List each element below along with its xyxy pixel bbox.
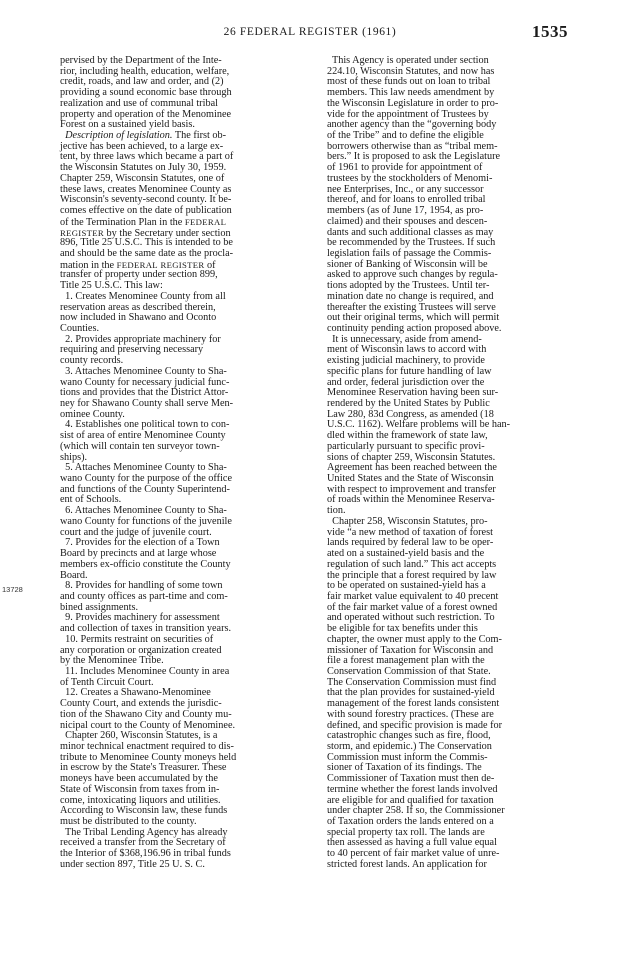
text-line: tions adopted by the Trustees. Until ter- [327, 280, 490, 292]
text-line: management of the forest lands consistent [327, 698, 500, 710]
text-line: tion. [327, 505, 346, 517]
text-line: to be operated on sustained-yield has a [327, 580, 486, 592]
text-line: fair market value equivalent to 40 precent [327, 590, 499, 602]
text-line: mation in the FEDERAL REGISTER of [60, 259, 216, 271]
text-line: jective has been achieved, to a large ex- [60, 140, 224, 152]
text-line: Board by precincts and at large whose [60, 548, 217, 560]
text-line: special property tax roll. The lands are [327, 826, 485, 838]
page-number: 1535 [532, 22, 568, 41]
text-line: 2. Provides appropriate machinery for [60, 333, 221, 345]
text-line: must be distributed to the county. [60, 816, 197, 828]
text-line: the Wisconsin Legislature in order to pro- [327, 97, 499, 109]
text-line: property and operation of the Menominee [60, 108, 232, 120]
text-line: providing a sound economic base through [60, 87, 232, 99]
text-line: by the Menominee Tribe. [60, 655, 164, 667]
text-line: United States and the State of Wisconsin [327, 473, 494, 485]
text-line: 11. Includes Menominee County in area [60, 665, 230, 677]
text-line: ships). [60, 451, 88, 463]
text-line: Chapter 259, Wisconsin Statutes, one of [60, 172, 225, 184]
text-line: REGISTER by the Secretary under section [60, 227, 231, 239]
text-line: tribute to Menominee County moneys held [60, 751, 237, 763]
text-line: Commissioner of Taxation must then de- [327, 773, 495, 785]
text-line: that the plan provides for sustained-yield [327, 687, 495, 699]
text-line: bined assignments. [60, 601, 139, 613]
text-line: to 40 percent of fair market value of unre- [327, 848, 500, 860]
text-line: sioner of Banking of Wisconsin will be [327, 258, 488, 270]
text-line: reservation areas as described therein, [60, 301, 216, 313]
text-line: wano County for necessary judicial func- [60, 376, 230, 388]
text-line: Chapter 260, Wisconsin Statutes, is a [60, 730, 218, 742]
text-line: ent of Schools. [60, 494, 122, 506]
text-line: chapter, the owner must apply to the Com- [327, 633, 502, 645]
text-line: be recommended by the Trustees. If such [327, 237, 496, 249]
text-line: ney for Shawano County shall serve Men- [60, 398, 234, 409]
text-line: are eligible for and qualified for taxation [327, 794, 494, 806]
text-line: U.S.C. 1162). Welfare problems will be han- [327, 419, 511, 431]
text-line: of Taxation orders the lands entered on a [327, 816, 494, 828]
text-line: 3. Attaches Menominee County to Sha- [60, 365, 227, 377]
text-line: moneys have been accumulated by the [60, 773, 218, 785]
text-line: under chapter 258. If so, the Commissioner [327, 805, 505, 817]
text-line: now included in Shawano and Oconto [60, 312, 217, 324]
text-line: of the Tribe” and to define the eligible [327, 130, 484, 142]
text-line: requiring and preserving necessary [60, 344, 204, 356]
text-line: Conservation Commission of that State. [327, 665, 491, 677]
text-line: minor technical enactment required to dis- [60, 741, 234, 752]
text-line: 6. Attaches Menominee County to Sha- [60, 505, 227, 517]
text-line: dled within the framework of state law, [327, 430, 488, 442]
text-line: thereafter the existing Trustees will serve [327, 301, 496, 313]
text-line: any corporation or organization created [60, 644, 222, 656]
text-line: catastrophic changes such as fire, flood, [327, 730, 491, 742]
text-line: legislation fails of passage the Commis- [327, 247, 492, 259]
text-line: mination date no change is required, and [327, 290, 494, 302]
text-line: tent, by three laws which became a part of [60, 151, 234, 163]
text-line: then assessed as having a full value equal [327, 837, 497, 849]
text-line: Law 280, 83d Congress, as amended (18 [327, 408, 494, 420]
text-line: with sound forestry practices. (These are [327, 708, 494, 720]
text-line: It is unnecessary, aside from amend- [327, 333, 482, 345]
text-line: trustees by the stockholders of Menomi- [327, 172, 493, 184]
text-line: nee Enterprises, Inc., or any successor [327, 183, 484, 195]
text-line: with respect to improvement and transfer [327, 483, 496, 495]
text-line: vide for the appointment of Trustees by [327, 108, 489, 120]
text-line: and functions of the County Superintend- [60, 483, 230, 495]
text-line: wano County for the purpose of the office [60, 473, 233, 485]
text-line: in escrow by the State's Treasurer. These [60, 762, 227, 774]
text-line: According to Wisconsin law, these funds [60, 805, 228, 817]
text-line: defined, and specific provision is made for [327, 719, 503, 731]
text-line: out their original terms, which will permit [327, 312, 500, 324]
text-line: members ex-officio constitute the County [60, 558, 231, 570]
text-line: particularly pursuant to specific provi- [327, 440, 485, 452]
text-line: Commission must inform the Commis- [327, 751, 488, 763]
text-line: claimed) and their spouses and descen- [327, 215, 488, 227]
text-line: of roads within the Menominee Reserva- [327, 494, 495, 506]
right-text-column [327, 56, 589, 871]
text-line: received a transfer from the Secretary of [60, 837, 226, 849]
text-line: sioner of Taxation of its findings. The [327, 762, 482, 774]
text-line: 5. Attaches Menominee County to Sha- [60, 462, 227, 474]
text-line: and collection of taxes in transition years. [60, 623, 232, 635]
text-line: ominee County. [60, 408, 125, 420]
text-line: specific plans for future handling of law [327, 365, 492, 377]
text-line: lands required by federal law to be oper- [327, 537, 494, 549]
margin-note: 13728 [2, 585, 23, 594]
text-line: 9. Provides machinery for assessment [60, 612, 220, 624]
text-line: continuity pending action proposed above. [327, 322, 502, 334]
text-line: sist of area of entire Menominee County [60, 430, 226, 442]
text-line: the principle that a forest required by law [327, 569, 497, 581]
text-line: of the Termination Plan in the FEDERAL [60, 216, 227, 228]
text-line: bers.” It is proposed to ask the Legislature [327, 151, 501, 163]
text-line: rior, including health, education, welfare, [60, 65, 230, 77]
text-line: of 1961 to provide for appointment of [327, 162, 483, 174]
text-line: of Tenth Circuit Court. [60, 676, 154, 688]
text-line: members. This law needs amendment by [327, 87, 495, 99]
text-line: rendered by the United States by Public [327, 398, 490, 409]
text-line: tion of the Shawano City and County mu- [60, 708, 232, 720]
text-line: credit, roads, and law and order, and (2) [60, 76, 224, 88]
page-header [0, 22, 620, 42]
text-line: another agency than the “governing body [327, 119, 497, 131]
text-line: The Tribal Lending Agency has already [60, 826, 228, 838]
text-line: Board. [60, 569, 88, 581]
left-text-column [60, 56, 322, 871]
text-line: transfer of property under section 899, [60, 269, 218, 281]
text-line: under section 897, Title 25 U. S. C. [60, 858, 205, 870]
text-line: these laws, creates Menominee County as [60, 183, 232, 195]
text-line: dants and such additional classes as may [327, 226, 494, 238]
text-line: realization and use of communal tribal [60, 97, 218, 109]
text-line: and order, federal jurisdiction over the [327, 376, 485, 388]
text-line: This Agency is operated under section [327, 55, 489, 66]
text-line: comes effective on the date of publication [60, 205, 232, 217]
text-line: asked to approve such changes by regula- [327, 269, 498, 281]
text-line: 4. Establishes one political town to con- [60, 419, 230, 431]
text-line: pervised by the Department of the Inte- [60, 55, 222, 66]
text-line: the Wisconsin Statutes on July 30, 1959. [60, 162, 227, 174]
text-line: come, intoxicating liquors and utilities. [60, 794, 221, 806]
text-line: and county offices as part-time and com- [60, 590, 228, 602]
text-line: vide “a new method of taxation of forest [327, 526, 493, 538]
text-line: and should be the same date as the procla- [60, 247, 234, 259]
text-line: 12. Creates a Shawano-Menominee [60, 687, 211, 699]
text-line: 10. Permits restraint on securities of [60, 633, 214, 645]
text-line: file a forest management plan with the [327, 655, 485, 667]
text-line: county records. [60, 355, 124, 367]
text-line: wano County for functions of the juvenile [60, 515, 232, 527]
text-line: missioner of Taxation for Wisconsin and [327, 644, 494, 656]
text-line: termine whether the forest lands involved [327, 783, 498, 795]
text-line: Agreement has been reached between the [327, 462, 497, 474]
text-line: the Interior of $368,196.96 in tribal funds [60, 848, 231, 860]
text-line: State of Wisconsin from taxes from in- [60, 783, 220, 795]
text-line: 224.10, Wisconsin Statutes, and now has [327, 65, 495, 77]
text-line: The Conservation Commission must find [327, 676, 497, 688]
text-line: 1. Creates Menominee County from all [60, 290, 226, 302]
running-head: 26 FEDERAL REGISTER (1961) [223, 26, 397, 38]
text-line: existing judicial machinery, to provide [327, 355, 485, 367]
text-line: ment of Wisconsin laws to accord with [327, 344, 487, 356]
text-line: Menominee Reservation having been sur- [327, 387, 499, 399]
text-line: Forest on a sustained yield basis. [60, 119, 195, 131]
text-line: tions and provides that the District Attor- [60, 387, 229, 399]
text-line: most of these funds out on loan to tribal [327, 76, 491, 88]
text-line: Title 25 U.S.C. This law: [60, 280, 163, 292]
text-line: nicipal court to the County of Menominee. [60, 719, 236, 731]
text-line: sions of chapter 259, Wisconsin Statutes. [327, 451, 496, 463]
text-line: thereof, and for loans to enrolled tribal [327, 194, 486, 206]
text-line: regulation of such land.” This act accepts [327, 558, 497, 570]
text-line: and operated without such restriction. To [327, 612, 495, 624]
text-line: stricted forest lands. An application for [327, 858, 487, 870]
text-line: (which will contain ten surveyor town- [60, 440, 220, 452]
text-line: members (as of June 17, 1954, as pro- [327, 205, 484, 217]
text-line: Wisconsin's seventy-second county. It be- [60, 194, 232, 206]
text-line: 896, Title 25 U.S.C. This is intended to be [60, 237, 233, 249]
text-line: borrowers otherwise than as “tribal mem- [327, 140, 498, 152]
text-line: 7. Provides for the election of a Town [60, 537, 220, 549]
text-line: court and the judge of juvenile court. [60, 526, 212, 538]
text-line: of the fair market value of a forest owned [327, 601, 498, 613]
text-line: ated on a sustained-yield basis and the [327, 548, 485, 560]
text-line: Counties. [60, 322, 100, 334]
text-line: Chapter 258, Wisconsin Statutes, pro- [327, 515, 488, 527]
text-line: County Court, and extends the jurisdic- [60, 698, 222, 710]
text-line: storm, and epidemic.) The Conservation [327, 741, 492, 752]
text-line: Description of legislation. The first ob- [65, 130, 227, 142]
text-line: be eligible for tax benefits under this [327, 623, 478, 635]
text-line: 8. Provides for handling of some town [60, 580, 223, 592]
